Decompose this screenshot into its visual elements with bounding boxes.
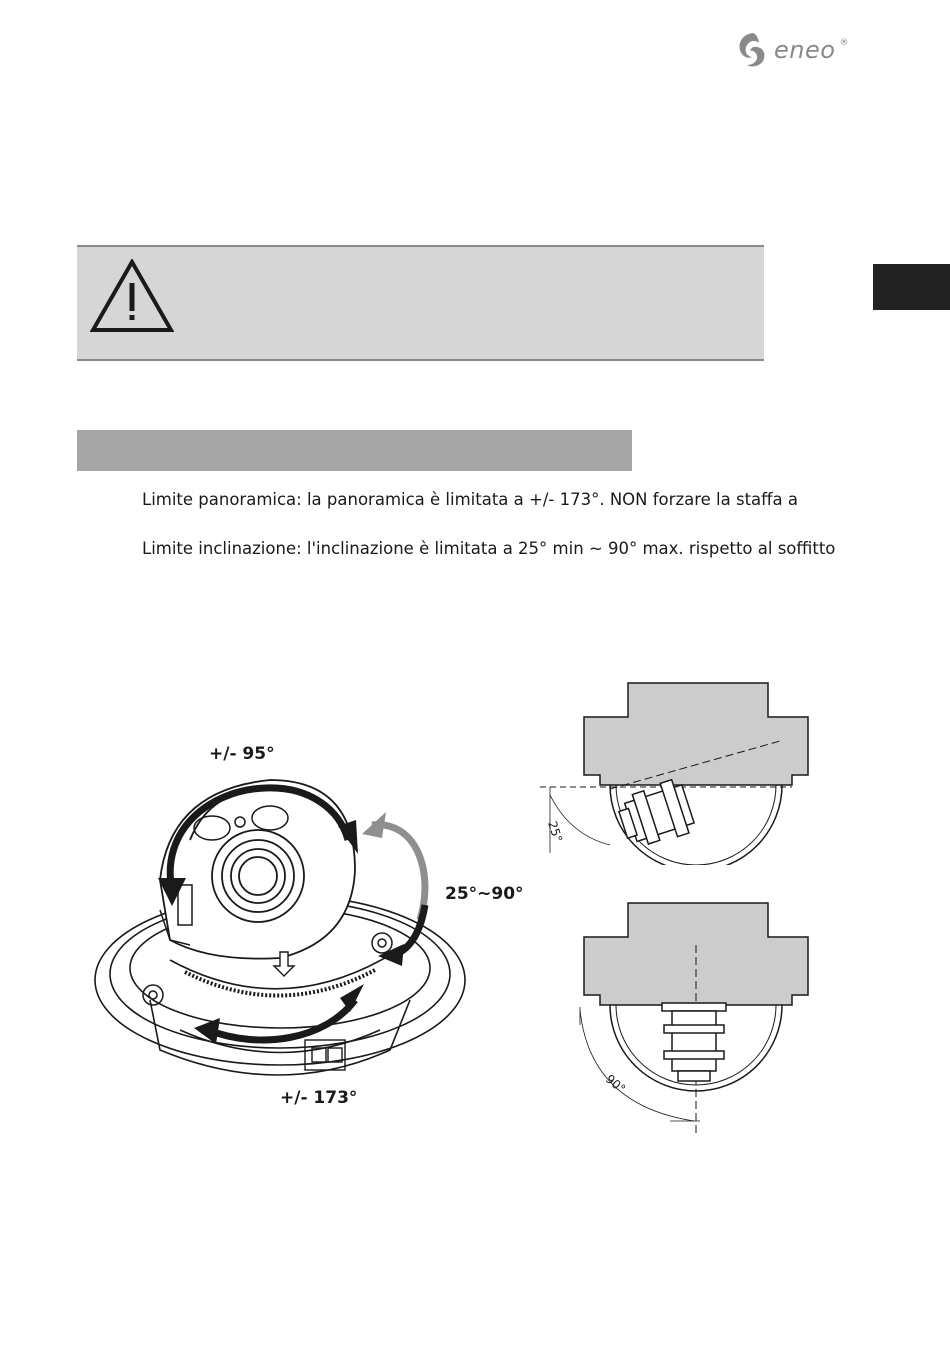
eneo-logo-mark-icon (736, 31, 770, 69)
warning-box (77, 245, 764, 361)
language-section-tab (873, 264, 950, 310)
tilt-arrowhead-gray (362, 812, 386, 838)
tilted-camera-module (615, 777, 697, 851)
tilt-limit-text: Limite inclinazione: l'inclinazione è limitata a 25° min ~ 90° max. rispetto al soffitto (142, 539, 836, 558)
ceiling-mount-housing-2 (584, 903, 808, 1005)
tilt-90-degree-diagram (530, 895, 830, 1145)
mount-screw-right (372, 933, 392, 953)
eneo-logo (736, 30, 848, 70)
tilt-limit-arrow (372, 825, 425, 920)
camera-rotation-diagram (90, 730, 530, 1130)
rotation-range-label: +/- 95° (209, 744, 275, 764)
ceiling-mount-housing (584, 683, 808, 785)
pan-arc-arrow (208, 1000, 355, 1040)
vertical-camera-module (662, 1003, 726, 1081)
angle-label-90: 90° (602, 1071, 629, 1097)
tilt-range-label: 25°~90° (445, 884, 524, 904)
warning-triangle-icon (90, 259, 174, 333)
logo-text: eneo (774, 36, 836, 64)
angle-label-25: 25° (545, 819, 566, 844)
pan-limit-text: Limite panoramica: la panoramica è limitata a +/- 173°. NON forzare la staffa a (142, 490, 798, 509)
logo-registered-mark: ® (839, 38, 849, 48)
section-heading-bar (77, 430, 632, 471)
pan-range-label: +/- 173° (280, 1088, 358, 1108)
tilt-25-degree-diagram (530, 675, 830, 865)
